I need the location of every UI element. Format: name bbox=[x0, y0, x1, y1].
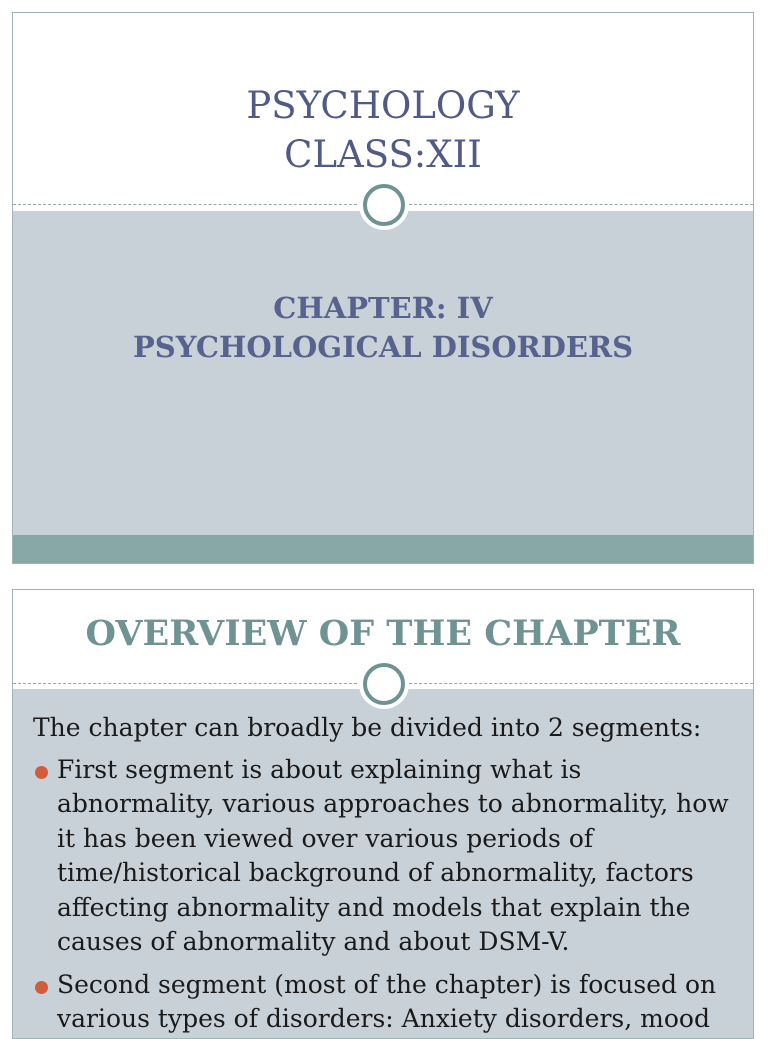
bullet-dot-icon bbox=[35, 981, 48, 994]
ring-ornament-icon bbox=[363, 663, 405, 705]
bullet-text: First segment is about explaining what is abnormality, various approaches to abnormality, how it has been viewed over various periods of time/historical background of abnormality, factors affecting abnormality and models that explain the causes of abnormality and about DSM-V. bbox=[57, 754, 729, 956]
bottom-accent-bar bbox=[13, 535, 753, 563]
subtitle-line-1: CHAPTER: IV bbox=[273, 291, 493, 325]
bullet-item bbox=[33, 753, 731, 960]
slide-title bbox=[13, 81, 753, 179]
bullet-text: Second segment (most of the chapter) is focused on various types of disorders: Anxiety disorders, mood bbox=[57, 969, 717, 1033]
title-line-1: PSYCHOLOGY bbox=[246, 84, 520, 127]
bullet-item bbox=[33, 968, 731, 1037]
subtitle-line-2: PSYCHOLOGICAL DISORDERS bbox=[132, 330, 634, 364]
overview-title: OVERVIEW OF THE CHAPTER bbox=[85, 613, 681, 654]
ring-ornament-icon bbox=[363, 184, 405, 226]
chapter-subtitle bbox=[13, 289, 753, 367]
overview-slide bbox=[12, 589, 754, 1039]
intro-text: The chapter can broadly be divided into 2 segments: bbox=[33, 713, 702, 742]
title-line-2: CLASS:XII bbox=[284, 133, 482, 176]
title-area bbox=[13, 13, 753, 211]
bullet-dot-icon bbox=[35, 766, 48, 779]
slide-content bbox=[33, 711, 731, 1039]
title-slide bbox=[12, 12, 754, 564]
subtitle-panel bbox=[13, 211, 753, 535]
